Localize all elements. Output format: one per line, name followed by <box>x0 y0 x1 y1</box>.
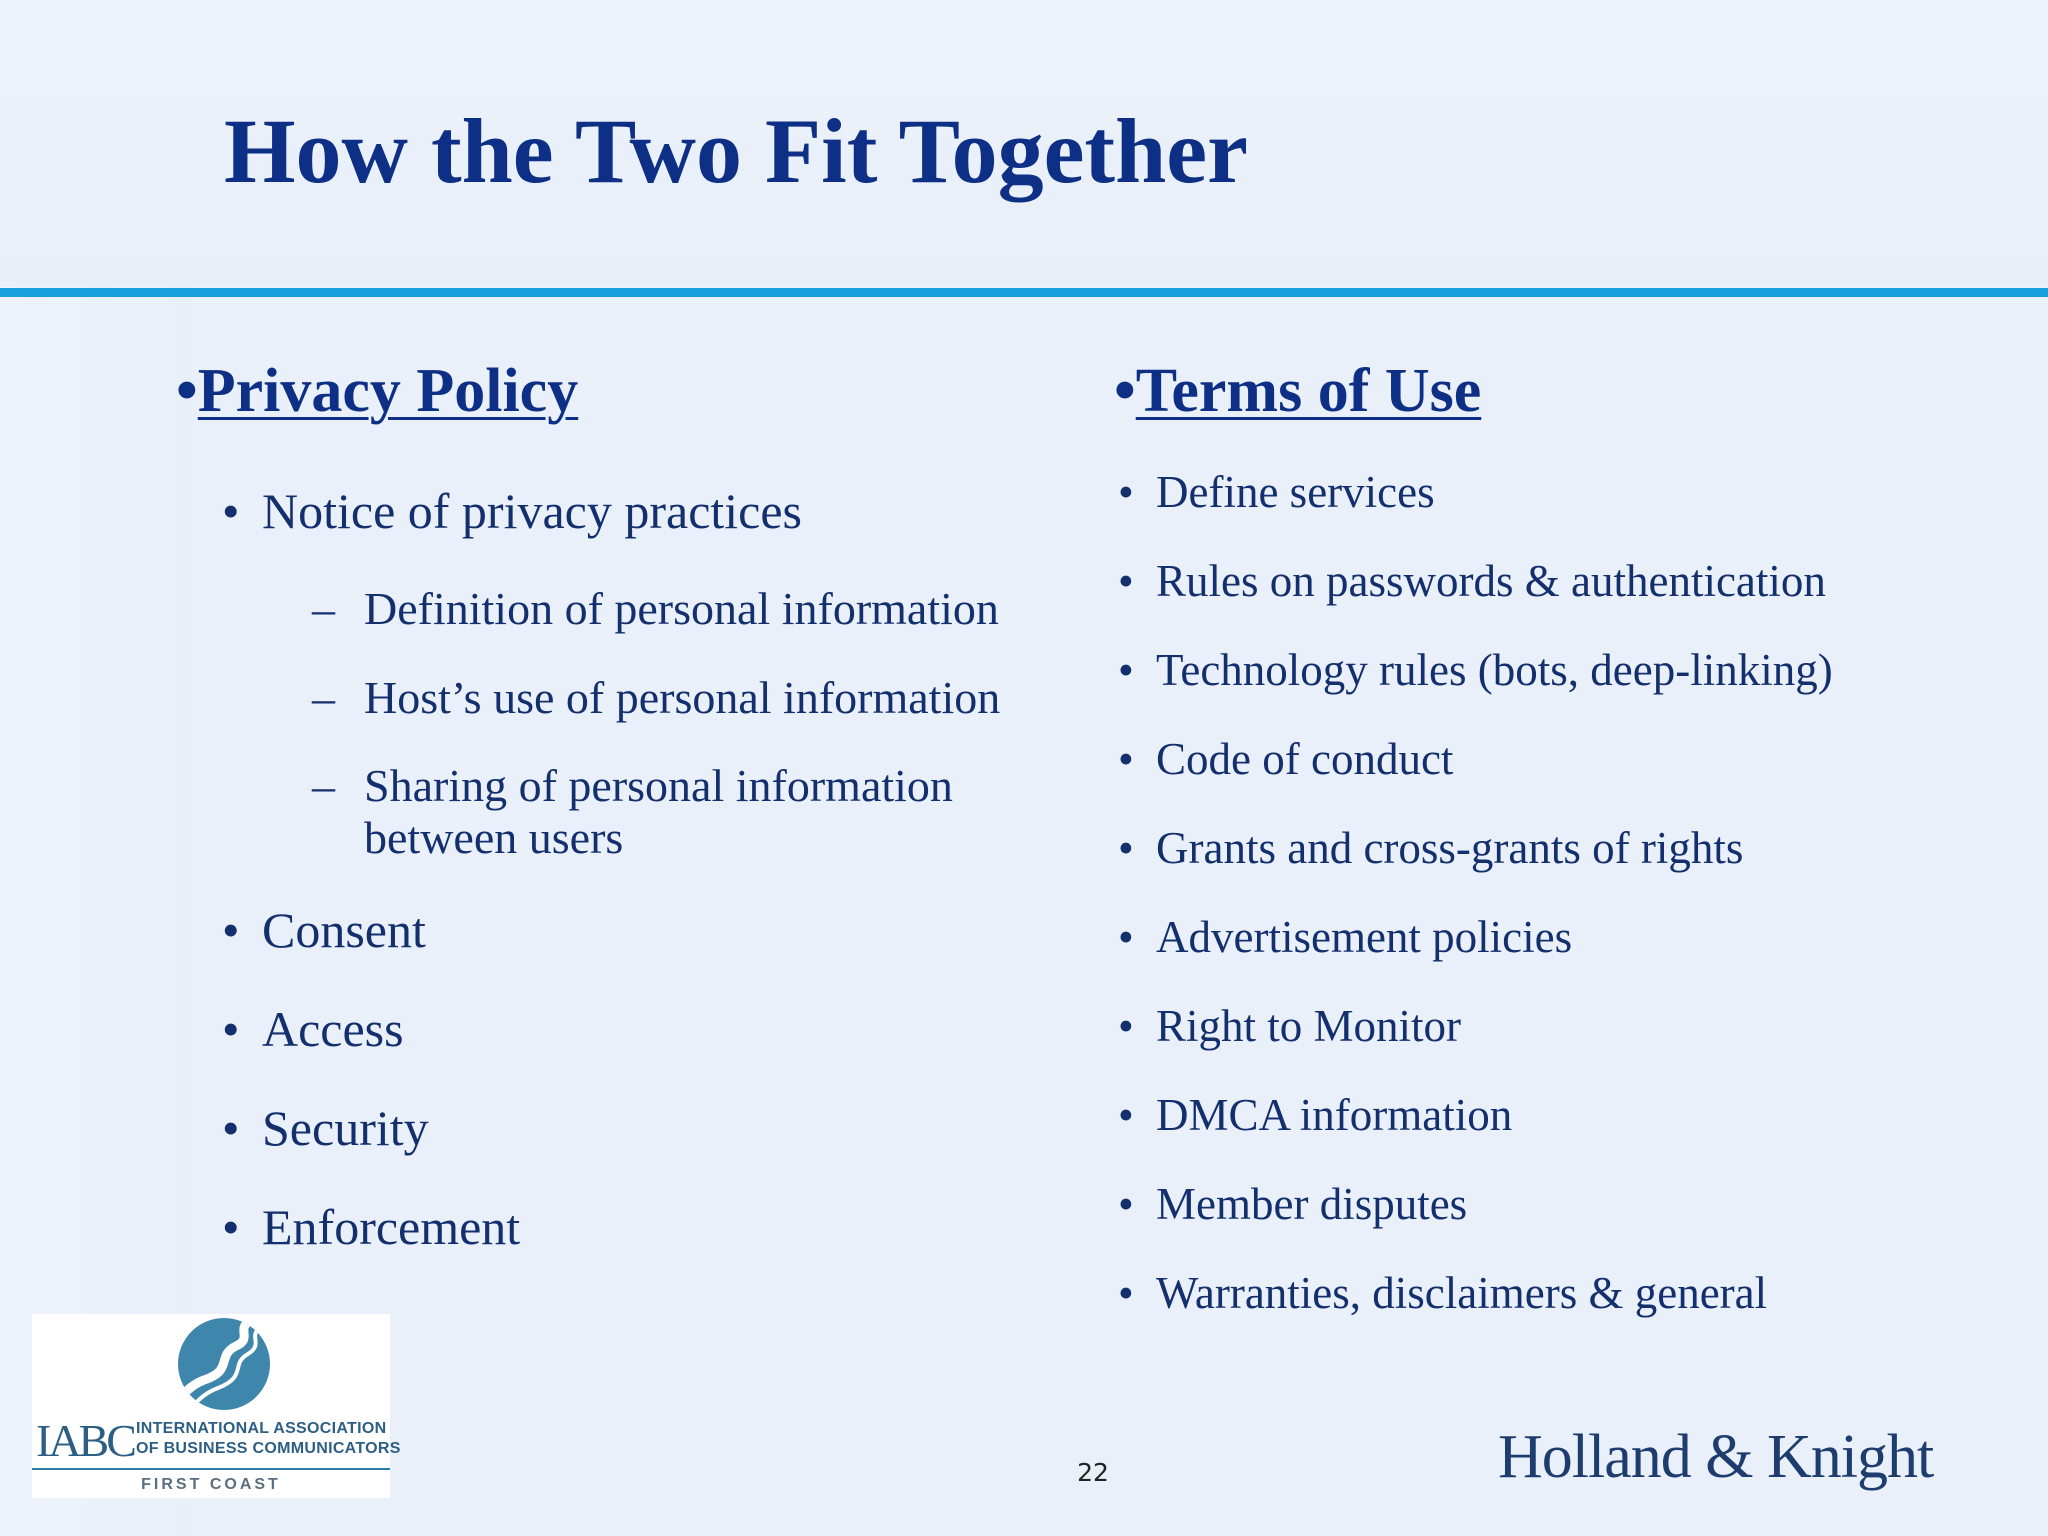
bullet-marker: • <box>1118 1001 1134 1051</box>
list-item <box>1118 912 1573 962</box>
list-item-text: Member disputes <box>1156 1179 1468 1229</box>
list-item-text: Definition of personal information <box>364 583 999 634</box>
bullet-marker: • <box>222 483 240 539</box>
list-item-text: Consent <box>262 902 426 958</box>
list-item-text: Define services <box>1156 467 1435 517</box>
terms-of-use-heading <box>1114 357 1482 425</box>
heading-bullet: • <box>176 357 198 425</box>
list-item <box>1118 467 1435 517</box>
logo-line-1: INTERNATIONAL ASSOCIATION <box>136 1420 387 1437</box>
list-item-text: Access <box>262 1001 404 1057</box>
list-item-text: Notice of privacy practices <box>262 483 803 539</box>
bullet-marker: • <box>1118 823 1134 873</box>
logo-subtitle: FIRST COAST <box>141 1476 281 1493</box>
list-item <box>1118 1090 1513 1140</box>
privacy-policy-heading <box>176 357 579 425</box>
bullet-marker: • <box>1118 1268 1134 1318</box>
bullet-marker: • <box>222 1199 240 1255</box>
bullet-marker: • <box>1118 467 1134 517</box>
list-item-text: Right to Monitor <box>1156 1001 1462 1051</box>
river-emblem-icon <box>164 1314 292 1424</box>
heading-label: Terms of Use <box>1135 357 1482 425</box>
logo-divider <box>32 1468 390 1470</box>
bullet-marker: • <box>1118 1090 1134 1140</box>
dash-marker: – <box>312 760 335 811</box>
bullet-marker: • <box>222 1100 240 1156</box>
holland-knight-logo: Holland & Knight <box>1498 1423 1934 1491</box>
list-item-text: Warranties, disclaimers & general <box>1156 1268 1768 1318</box>
list-item-text: Sharing of personal information between users <box>364 760 953 863</box>
bullet-marker: • <box>1118 1179 1134 1229</box>
list-item <box>1118 823 1744 873</box>
bullet-marker: • <box>222 902 240 958</box>
list-item-text: Grants and cross-grants of rights <box>1156 823 1744 873</box>
slide-title: How the Two Fit Together <box>224 100 1248 202</box>
list-item <box>1118 1268 1768 1318</box>
dash-marker: – <box>312 672 335 723</box>
dash-marker: – <box>312 583 335 634</box>
bullet-marker: • <box>1118 556 1134 606</box>
list-item <box>222 1100 429 1156</box>
list-item <box>222 483 803 539</box>
list-item-text: Security <box>262 1100 429 1156</box>
bullet-marker: • <box>1118 645 1134 695</box>
bullet-marker: • <box>1118 734 1134 784</box>
heading-label: Privacy Policy <box>197 357 579 425</box>
list-item <box>222 902 426 958</box>
list-item <box>1118 556 1826 606</box>
list-item-text: Technology rules (bots, deep-linking) <box>1156 645 1833 695</box>
title-divider <box>0 288 2048 297</box>
list-item-text: Rules on passwords & authentication <box>1156 556 1826 606</box>
list-item <box>222 1199 521 1255</box>
list-item-text: Enforcement <box>262 1199 521 1255</box>
list-item <box>1118 734 1454 784</box>
iabc-logo <box>32 1314 401 1498</box>
logo-line-2: OF BUSINESS COMMUNICATORS <box>136 1440 401 1457</box>
sub-list-item <box>312 583 1124 635</box>
list-item <box>1118 1179 1468 1229</box>
heading-bullet: • <box>1114 357 1136 425</box>
list-item-text: DMCA information <box>1156 1090 1513 1140</box>
page-number: 22 <box>1077 1458 1109 1487</box>
list-item-text: Host’s use of personal information <box>364 672 1001 723</box>
list-item-text: Code of conduct <box>1156 734 1454 784</box>
iabc-wordmark: IABC <box>36 1415 134 1466</box>
list-item <box>1118 645 1833 695</box>
list-item-text: Advertisement policies <box>1156 912 1573 962</box>
sub-list-item <box>312 760 1064 864</box>
bullet-marker: • <box>1118 912 1134 962</box>
sub-list-item <box>312 672 1124 724</box>
list-item <box>1118 1001 1462 1051</box>
bullet-marker: • <box>222 1001 240 1057</box>
list-item <box>222 1001 404 1057</box>
